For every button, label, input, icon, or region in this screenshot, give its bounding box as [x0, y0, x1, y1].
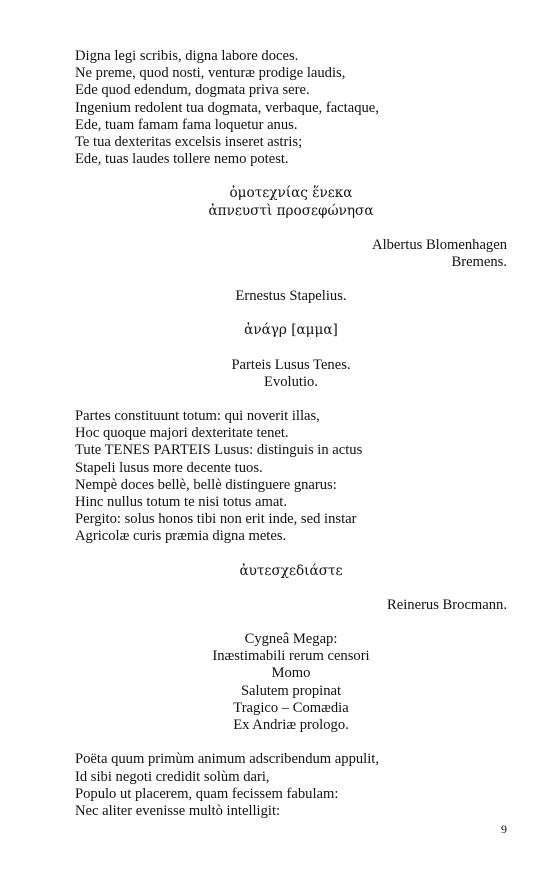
verse-line: Populo ut placerem, quam fecissem fabulam: [75, 785, 339, 802]
name-heading-text: Ernestus Stapelius. [235, 288, 347, 305]
greek-dedication-1 [75, 185, 507, 219]
verse-line: Pergito: solus honos tibi non erit inde, sed instar [75, 511, 357, 528]
page-number: 9 [501, 822, 507, 836]
signature-2 [75, 597, 507, 614]
dedication-block [75, 631, 507, 734]
verse-line: Te tua dexteritas excelsis inseret astris; [75, 134, 303, 151]
dedication-line: Inæstimabili rerum censori [212, 648, 370, 665]
verse-line: Id sibi negoti credidit solùm dari, [75, 768, 270, 785]
stanza-2 [75, 408, 507, 546]
signature-place: Bremens. [451, 254, 507, 271]
verse-line: Ede, tuas laudes tollere nemo potest. [75, 151, 289, 168]
dedication-line: Tragico – Comædia [233, 699, 349, 716]
greek-line: ἀπνευστὶ προσεφώνησα [208, 202, 374, 219]
verse-line: Nec aliter evenisse multò intelligit: [75, 802, 281, 819]
greek-line: ἀυτεσχεδιάστε [239, 562, 343, 579]
verse-line: Ne preme, quod nosti, venturæ prodige laudis, [75, 65, 346, 82]
dedication-line: Salutem propinat [240, 682, 342, 699]
signature-name: Reinerus Brocmann. [387, 596, 507, 613]
verse-line: Agricolæ curis præmia digna metes. [75, 528, 287, 545]
anagram-line: Evolutio. [264, 373, 318, 390]
verse-line: Ingenium redolent tua dogmata, verbaque, factaque, [75, 99, 379, 116]
verse-line: Nempè doces bellè, bellè distinguere gnarus: [75, 476, 337, 493]
page-body [75, 48, 507, 820]
greek-line: ὁμοτεχνίας ἕνεκα [229, 185, 353, 202]
verse-line: Partes constituunt totum: qui noverit illas, [75, 408, 320, 425]
verse-line: Ede quod edendum, dogmata priva sere. [75, 82, 310, 99]
dedication-line: Cygneâ Megap: [244, 631, 338, 648]
dedication-line: Ex Andriæ prologo. [233, 717, 349, 734]
verse-line: Stapeli lusus more decente tuos. [75, 459, 263, 476]
verse-line: Hinc nullus totum te nisi totus amat. [75, 494, 288, 511]
verse-line: Hoc quoque majori dexteritate tenet. [75, 425, 289, 442]
stanza-3 [75, 751, 507, 820]
anagram-line: Parteis Lusus Tenes. [231, 356, 351, 373]
verse-line: Tute TENES PARTEIS Lusus: distinguis in actus [75, 442, 363, 459]
greek-anagram [75, 322, 507, 339]
verse-line: Digna legi scribis, digna labore doces. [75, 48, 299, 64]
signature-1 [75, 237, 507, 271]
greek-anagram-text: ἀνάγρ [αμμα] [244, 322, 338, 339]
anagram-block [75, 357, 507, 391]
stanza-1 [75, 48, 507, 168]
dedication-line: Momo [271, 665, 311, 682]
greek-dedication-2 [75, 563, 507, 580]
signature-name: Albertus Blomenhagen [372, 236, 507, 253]
name-heading [75, 288, 507, 305]
verse-line: Ede, tuam famam fama loquetur anus. [75, 116, 298, 133]
verse-line: Poëta quum primùm animum adscribendum appulit, [75, 751, 379, 768]
